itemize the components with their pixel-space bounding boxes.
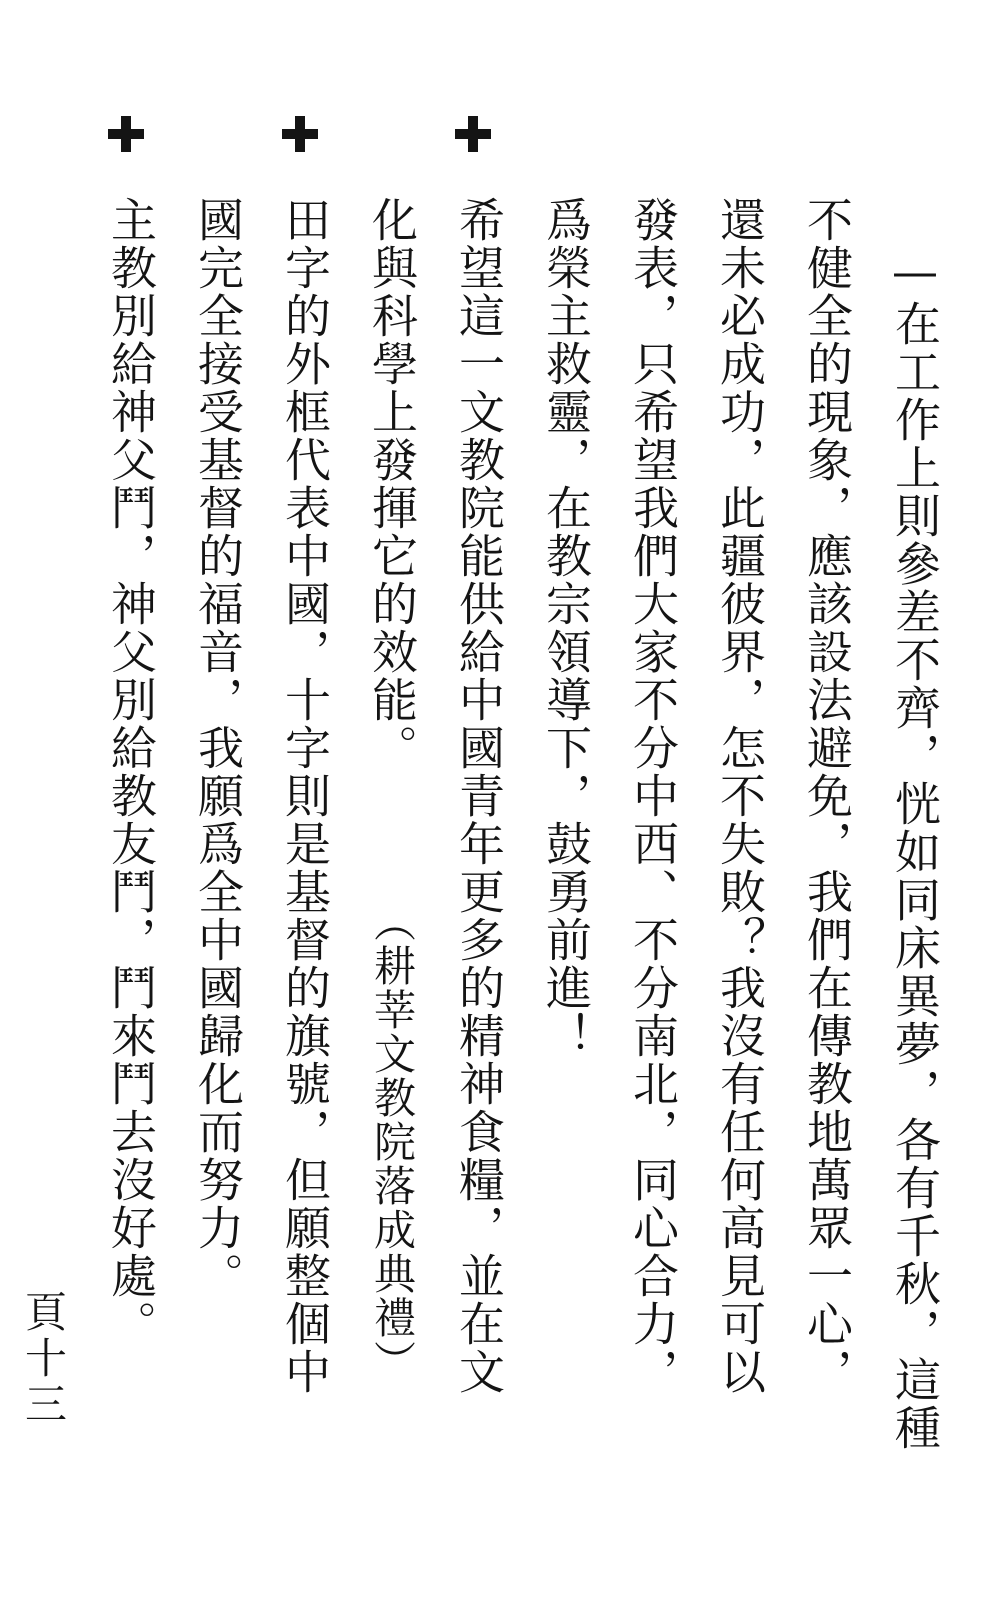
text-column: 發表，只希望我們大家不分中西、不分南北，同心合力， (626, 196, 680, 1396)
text-column: —在工作上則參差不齊，恍如同床異夢，各有千秋，這種 (888, 244, 942, 1452)
cross-mark-icon (106, 114, 146, 154)
text-column: 希望這一文教院能供給中國青年更多的精神食糧，並在文 (452, 196, 506, 1396)
text-column: 爲榮主救靈，在教宗領導下，鼓勇前進！ (539, 196, 593, 1060)
page-number: 頁十三 (19, 1290, 68, 1428)
text-column: 化與科學上發揮它的效能。 (365, 196, 419, 772)
text-column: 主教別給神父鬥，神父別給教友鬥，鬥來鬥去沒好處。 (104, 196, 158, 1348)
text-column: 田字的外框代表中國，十字則是基督的旗號，但願整個中 (278, 196, 332, 1396)
cross-mark-icon (453, 114, 493, 154)
source-note: （耕莘文教院落成典禮） (368, 900, 417, 1384)
text-column: 國完全接受基督的福音，我願爲全中國歸化而努力。 (191, 196, 245, 1300)
text-column: 還未必成功，此疆彼界，怎不失敗？我沒有任何高見可以 (713, 196, 767, 1396)
text-column: 不健全的現象，應該設法避免，我們在傳教地萬眾一心， (800, 196, 854, 1396)
cross-mark-icon (280, 114, 320, 154)
